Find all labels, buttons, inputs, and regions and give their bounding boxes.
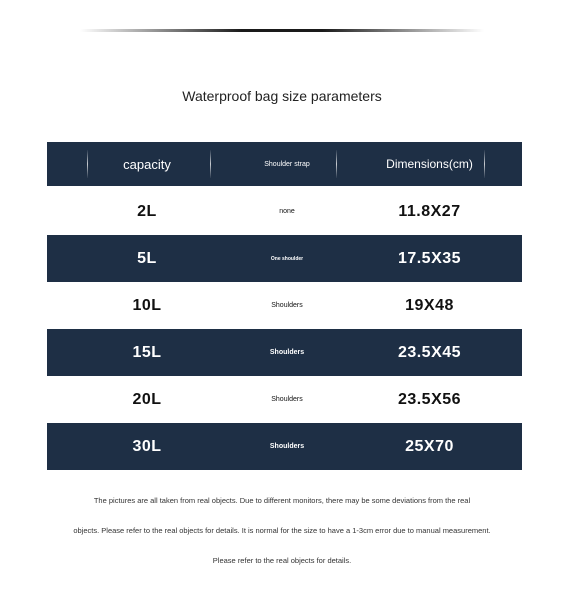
strap-cell: Shoulders [271,396,303,403]
dimensions-cell: 23.5X56 [397,390,462,408]
capacity-cell: 10L [132,296,162,314]
table-row [47,376,522,423]
dimensions-cell: 23.5X45 [397,343,462,361]
header-separator [210,150,211,178]
dimensions-cell: 11.8X27 [398,202,461,220]
disclaimer-line-3: Please refer to the real objects for details. [212,556,352,565]
header-separator [484,150,485,178]
capacity-cell: 20L [132,390,162,408]
page-title: Waterproof bag size parameters [182,88,382,104]
strap-cell: Shoulders [269,443,305,450]
disclaimer-line-1: The pictures are all taken from real objects. Due to different monitors, there may be some deviations from the real [93,496,471,505]
header-separator [336,150,337,178]
header-shoulder-strap: Shoulder strap [264,160,310,168]
header-capacity: capacity [123,156,171,172]
strap-cell: Shoulders [269,349,305,356]
strap-cell: Shoulders [271,302,303,309]
table-row [47,235,522,282]
header-dimensions: Dimensions(cm) [386,157,473,171]
strap-cell: One shoulder [270,255,304,262]
size-table [47,142,522,470]
capacity-cell: 2L [137,202,157,220]
disclaimer-line-2: objects. Please refer to the real objects for details. It is normal for the size to have a 1-3cm error due to manual measurement. [73,526,491,535]
strap-cell: none [279,208,295,215]
table-row [47,188,522,235]
capacity-cell: 5L [137,249,157,267]
table-header [47,142,522,186]
dimensions-cell: 19X48 [405,296,454,314]
capacity-cell: 30L [132,437,162,455]
table-row [47,282,522,329]
table-row [47,329,522,376]
table-row [47,423,522,470]
header-separator [87,150,88,178]
dimensions-cell: 17.5X35 [397,249,462,267]
capacity-cell: 15L [132,343,162,361]
dimensions-cell: 25X70 [405,437,454,455]
top-divider [80,29,484,32]
